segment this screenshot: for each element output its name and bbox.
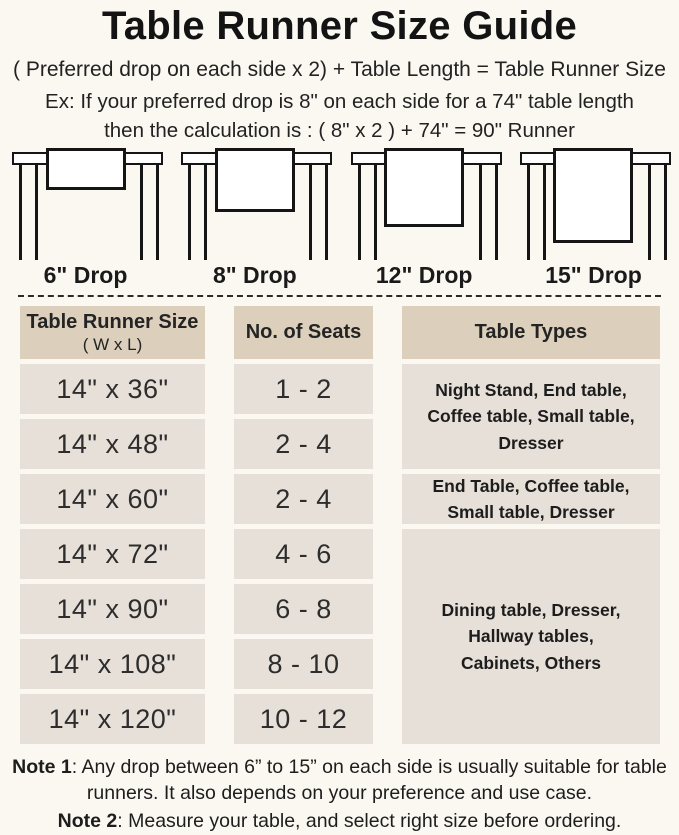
runner-icon — [46, 148, 126, 190]
table-leg-icon — [527, 162, 546, 260]
note-2-text: : Measure your table, and select right size before ordering. — [117, 809, 622, 832]
seats-cell: 2 - 4 — [234, 474, 373, 524]
note-1-text: : Any drop between 6” to 15” on each side is usually suitable for table runners. It also depends on your preference and use case. — [71, 756, 667, 804]
seats-cell: 8 - 10 — [234, 639, 373, 689]
example-line-1: Ex: If your preferred drop is 8" on each side for a 74" table length — [45, 90, 634, 113]
drop-label-15: 15" Drop — [545, 262, 642, 288]
runner-icon — [215, 148, 295, 212]
table-leg-icon — [648, 162, 667, 260]
size-cell: 14" x 60" — [20, 474, 205, 524]
seats-cell: 6 - 8 — [234, 584, 373, 634]
table-leg-icon — [309, 162, 328, 260]
size-cell: 14" x 108" — [20, 639, 205, 689]
table-leg-icon — [19, 162, 38, 260]
runner-icon — [384, 148, 464, 227]
size-cell: 14" x 36" — [20, 364, 205, 414]
table-types-group-large: Dining table, Dresser, Hallway tables, Cabinets, Others — [402, 529, 660, 744]
table-illustration-12-drop — [340, 148, 509, 260]
dashed-divider — [18, 295, 661, 297]
drop-label-6: 6" Drop — [43, 262, 128, 288]
table-leg-icon — [188, 162, 207, 260]
seats-cell: 1 - 2 — [234, 364, 373, 414]
note-2-label: Note 2 — [57, 809, 118, 832]
size-guide-table — [20, 306, 660, 744]
table-leg-icon — [140, 162, 159, 260]
header-seats: No. of Seats — [234, 306, 373, 359]
header-runner-size-sub: ( W x L) — [82, 334, 143, 354]
table-illustration-15-drop — [509, 148, 678, 260]
note-2 — [6, 809, 673, 835]
drop-illustrations — [1, 148, 678, 260]
table-leg-icon — [479, 162, 498, 260]
note-1-label: Note 1 — [12, 756, 72, 778]
example-line-2: then the calculation is : ( 8" x 2 ) + 74" = 90" Runner — [104, 119, 575, 142]
size-cell: 14" x 90" — [20, 584, 205, 634]
note-1 — [6, 755, 673, 807]
header-runner-size-title: Table Runner Size — [26, 310, 199, 333]
drop-label-8: 8" Drop — [212, 262, 297, 288]
size-cell: 14" x 48" — [20, 419, 205, 469]
seats-cell: 4 - 6 — [234, 529, 373, 579]
table-leg-icon — [358, 162, 377, 260]
formula-text: ( Preferred drop on each side x 2) + Table Length = Table Runner Size — [13, 58, 666, 81]
size-cell: 14" x 120" — [20, 694, 205, 744]
page-title: Table Runner Size Guide — [101, 4, 578, 48]
size-cell: 14" x 72" — [20, 529, 205, 579]
drop-labels-row — [1, 260, 678, 295]
table-types-group-small: Night Stand, End table, Coffee table, Small table, Dresser — [402, 364, 660, 469]
runner-icon — [553, 148, 633, 243]
table-types-group-medium: End Table, Coffee table, Small table, Dresser — [402, 474, 660, 524]
drop-label-12: 12" Drop — [375, 262, 473, 288]
table-illustration-6-drop — [1, 148, 170, 260]
seats-cell: 10 - 12 — [234, 694, 373, 744]
seats-cell: 2 - 4 — [234, 419, 373, 469]
table-illustration-8-drop — [170, 148, 339, 260]
header-table-types: Table Types — [402, 306, 660, 359]
notes-section — [6, 755, 673, 835]
header-runner-size — [20, 306, 205, 359]
